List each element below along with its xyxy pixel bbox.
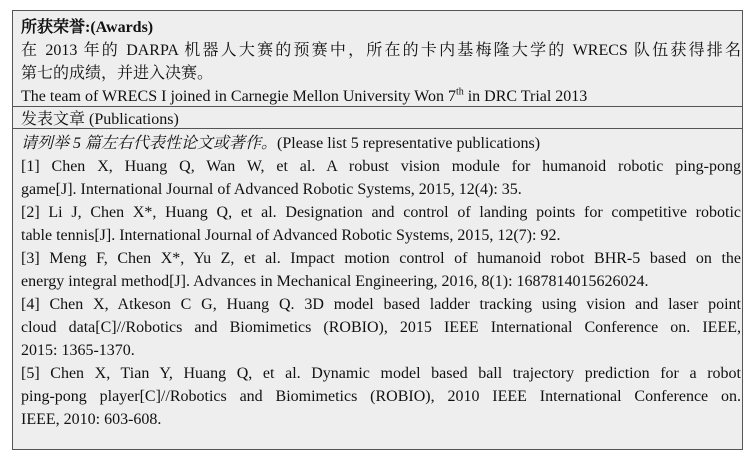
publication-4-line-1: [4] Chen X, Atkeson C G, Huang Q. 3D model based ladder tracking using vision and laser point bbox=[21, 296, 741, 313]
publication-1-line-2: game[J]. International Journal of Advanced Robotic Systems, 2015, 12(4): 35. bbox=[21, 181, 522, 198]
publications-prompt-chinese: 请列举 5 篇左右代表性论文或著作。 bbox=[21, 135, 278, 152]
awards-chinese-line-1: 在 2013 年的 DARPA 机器人大赛的预赛中，所在的卡内基梅隆大学的 WRECS 队伍获得排名 bbox=[21, 42, 741, 59]
awards-chinese-line-2: 第七的成绩，并进入决赛。 bbox=[21, 65, 214, 82]
publication-item-5 bbox=[21, 362, 741, 431]
publication-4-line-3: 2015: 1365-1370. bbox=[21, 342, 135, 359]
publication-4-line-2: cloud data[C]//Robotics and Biomimetics (ROBIO), 2015 IEEE International Conference on. IEEE, bbox=[21, 319, 741, 336]
awards-heading: 所获荣誉:(Awards) bbox=[21, 19, 154, 36]
publication-2-line-2: table tennis[J]. International Journal of Advanced Robotic Systems, 2015, 12(7): 92. bbox=[21, 227, 561, 244]
publication-3-line-1: [3] Meng F, Chen X*, Yu Z, et al. Impact motion control of humanoid robot BHR-5 based on the bbox=[21, 250, 741, 267]
publications-header-row bbox=[13, 107, 742, 129]
publications-section bbox=[13, 129, 742, 449]
awards-english-line bbox=[21, 85, 742, 108]
publication-2-line-1: [2] Li J, Chen X*, Huang Q, et al. Designation and control of landing points for competitive robotic bbox=[21, 204, 741, 221]
publications-prompt-english: (Please list 5 representative publications) bbox=[277, 135, 541, 152]
awards-section bbox=[13, 11, 742, 107]
publication-3-line-2: energy integral method[J]. Advances in Mechanical Engineering, 2016, 8(1): 1687814015626024. bbox=[21, 273, 649, 290]
publication-item-4 bbox=[21, 293, 741, 362]
publications-prompt bbox=[21, 132, 742, 155]
publication-5-line-1: [5] Chen X, Tian Y, Huang Q, et al. Dynamic model based ball trajectory prediction for a robot bbox=[21, 365, 741, 382]
awards-english-text: The team of WRECS I joined in Carnegie Mellon University Won 7 bbox=[21, 88, 456, 105]
publication-5-line-3: IEEE, 2010: 603-608. bbox=[21, 411, 162, 428]
publication-item-2 bbox=[21, 201, 741, 247]
publication-1-line-1: [1] Chen X, Huang Q, Wan W, et al. A robust vision module for humanoid robotic ping-pong bbox=[21, 158, 741, 175]
publication-item-3 bbox=[21, 247, 741, 293]
publications-header: 发表文章 (Publications) bbox=[21, 111, 179, 128]
resume-form-table bbox=[12, 10, 743, 450]
awards-english-text-end: in DRC Trial 2013 bbox=[463, 88, 588, 105]
awards-ordinal-suffix: th bbox=[455, 86, 464, 98]
publication-5-line-2: ping-pong player[C]//Robotics and Biomimetics (ROBIO), 2010 IEEE International Conference on. bbox=[21, 388, 741, 405]
publication-item-1 bbox=[21, 155, 741, 201]
